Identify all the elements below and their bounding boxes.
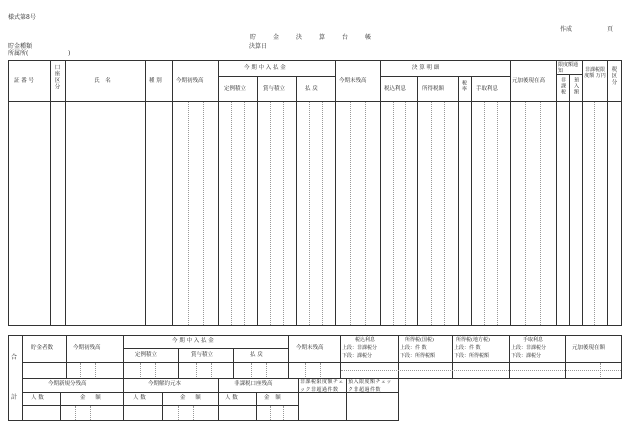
summary-exempt-cancel: 非課税口座残高 <box>234 381 273 387</box>
summary-cancel-people: 人 数 <box>133 395 146 401</box>
summary-interest-upper: 上段：非課税分 <box>342 345 378 351</box>
header-tax-class: 税区分 <box>610 66 617 86</box>
summary-total-label: 合 <box>11 354 18 361</box>
summary-closing-balance: 今期末残高 <box>296 345 324 351</box>
header-principal-balance: 元加後現在高 <box>512 78 546 84</box>
summary-interest-lower: 下段：課税分 <box>342 353 373 359</box>
page-title: 貯金決算台帳 <box>250 34 389 41</box>
header-interest-included: 税込利息 <box>384 86 407 92</box>
summary-regular-deposit: 定例積立 <box>135 352 158 358</box>
summary-local-lower: 下段：所得税額 <box>454 353 490 359</box>
summary-savers: 貯金者数 <box>31 345 54 351</box>
summary-local-tax: 所得税(地方税) <box>456 337 490 343</box>
settlement-date-label: 決算日 <box>249 43 268 50</box>
header-opening-balance: 今期初残高 <box>176 78 204 84</box>
summary-limit-check: 非課税限度額チェック非超過件数 <box>300 379 344 393</box>
header-deposit-amount: 預入額 <box>573 77 579 95</box>
summary-national-tax: 所得税(国税) <box>405 337 434 343</box>
header-income-tax: 所得税額 <box>422 86 445 92</box>
header-net-interest: 手取利息 <box>476 86 499 92</box>
summary-local-upper: 上段：件 数 <box>454 345 481 351</box>
summary-net-lower: 下段：課税分 <box>511 353 542 359</box>
page-label: 頁 <box>607 26 614 33</box>
summary-net-upper: 上段：非課税分 <box>511 345 547 351</box>
header-name: 氏 名 <box>94 78 113 84</box>
summary-exempt-people: 人 数 <box>225 395 238 401</box>
summary-withdrawal: 払 戻 <box>250 352 263 358</box>
header-exempt-limit: 非課税限度額 万円 <box>584 67 606 79</box>
summary-new-balance: 今期新規分残高 <box>48 381 87 387</box>
summary-principal-balance: 元加後現在額 <box>572 345 606 351</box>
header-withdrawal: 払 戻 <box>305 86 318 92</box>
summary-national-upper: 上段：件 数 <box>400 345 427 351</box>
header-regular-deposit: 定例積立 <box>224 86 247 92</box>
summary-bonus-deposit: 賞与積立 <box>191 352 214 358</box>
summary-new-people: 人 数 <box>31 395 44 401</box>
summary-cancel-amount: 金 額 <box>180 395 205 401</box>
header-settlement-group: 決 算 明 細 <box>412 65 440 71</box>
header-inout-group: 今 期 中 入 払 金 <box>244 65 286 71</box>
summary-interest-included: 税込利息 <box>355 337 376 343</box>
summary-cancel-principal: 今期解約元本 <box>148 381 182 387</box>
summary-new-amount: 金 額 <box>80 395 105 401</box>
header-closing-balance: 今期末残高 <box>339 78 367 84</box>
summary-deposit-check: 預入限度額チェック非超過件数 <box>348 379 392 393</box>
form-number: 様式第8号 <box>8 14 36 21</box>
summary-inout-group: 今 期 中 入 払 金 <box>172 338 214 344</box>
summary-opening-balance: 今期初残高 <box>73 345 101 351</box>
summary-total-label-2: 計 <box>11 394 18 401</box>
header-limit-group: 限度額通知 <box>558 62 579 74</box>
summary-national-lower: 下段：所得税額 <box>400 353 436 359</box>
office-close: ) <box>68 50 71 57</box>
office-label: 所属所( <box>8 50 29 57</box>
header-kind: 種 別 <box>149 78 162 84</box>
header-bonus-deposit: 賞与積立 <box>263 86 286 92</box>
header-tax-rate: 税率 <box>461 80 467 92</box>
created-label: 作成 <box>560 26 573 33</box>
header-cert-no: 証 番 号 <box>14 78 34 84</box>
summary-net-interest: 手取利息 <box>523 337 544 343</box>
savings-type-label: 貯金種類 <box>8 43 33 50</box>
header-account-class: 口座区分 <box>53 64 60 90</box>
header-tax-exempt: 非課税 <box>560 77 566 95</box>
summary-exempt-amount: 金 額 <box>264 395 283 401</box>
